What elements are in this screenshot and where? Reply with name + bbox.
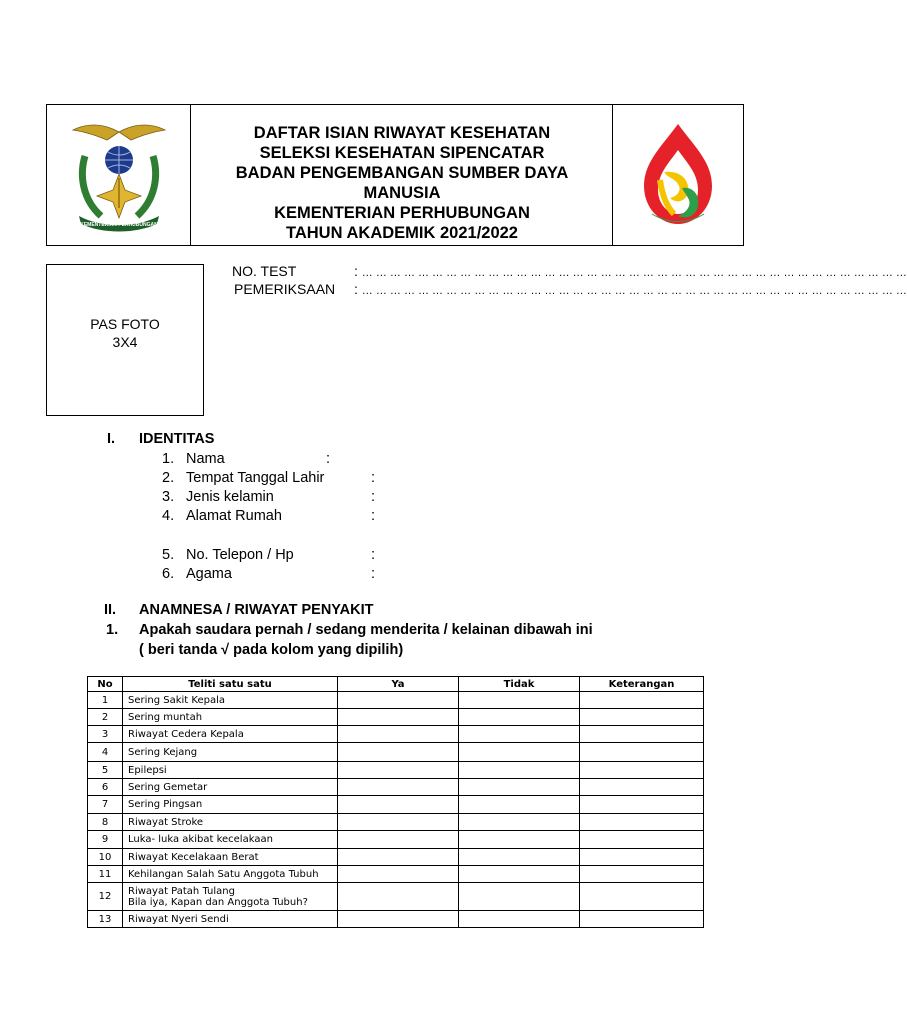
row-number: 8 xyxy=(88,814,123,831)
keterangan-cell[interactable] xyxy=(580,814,704,831)
section-identitas-number: I. xyxy=(107,431,116,447)
tidak-cell[interactable] xyxy=(459,743,580,762)
medical-history-table xyxy=(87,676,704,928)
col-header-ya: Ya xyxy=(338,677,459,692)
identitas-item-ttl[interactable]: Tempat Tanggal Lahir xyxy=(186,470,325,486)
identitas-item-number: 5. xyxy=(162,547,175,563)
keterangan-cell[interactable] xyxy=(580,796,704,814)
row-description: Riwayat Nyeri Sendi xyxy=(123,911,338,928)
emblem-icon xyxy=(71,116,167,234)
table-row xyxy=(88,709,704,726)
row-number: 5 xyxy=(88,762,123,779)
flame-logo-icon xyxy=(638,120,718,230)
identitas-item-separator: : xyxy=(371,566,376,582)
row-description-line-2: Bila iya, Kapan dan Anggota Tubuh? xyxy=(128,896,308,908)
table-header-row xyxy=(88,677,704,692)
identitas-item-number: 2. xyxy=(162,470,175,486)
table-row xyxy=(88,814,704,831)
keterangan-cell[interactable] xyxy=(580,779,704,796)
emblem-banner-text: KEMENTERIAN PERHUBUNGAN xyxy=(79,222,158,228)
row-description: Sering muntah xyxy=(123,709,338,726)
ya-cell[interactable] xyxy=(338,726,459,743)
table-row xyxy=(88,849,704,866)
no-test-label: NO. TEST xyxy=(232,263,297,279)
title-line-4: MANUSIA xyxy=(363,184,441,202)
row-description: Epilepsi xyxy=(123,762,338,779)
table-row xyxy=(88,831,704,849)
title-line-2: SELEKSI KESEHATAN SIPENCATAR xyxy=(259,144,545,162)
photo-label: PAS FOTO xyxy=(90,316,160,332)
polytechnic-flame-logo xyxy=(612,105,743,245)
pemeriksaan-dots: … … … … … … … … … … … … … … … … … … … … … … … … … … … … … … … … … … … … … … … xyxy=(361,285,907,297)
tidak-cell[interactable] xyxy=(459,726,580,743)
identitas-item-alamat[interactable]: Alamat Rumah xyxy=(186,508,282,524)
identitas-item-telepon[interactable]: No. Telepon / Hp xyxy=(186,547,294,563)
identitas-item-jenis-kelamin[interactable]: Jenis kelamin xyxy=(186,489,274,505)
ya-cell[interactable] xyxy=(338,762,459,779)
table-row xyxy=(88,866,704,883)
question-text: Apakah saudara pernah / sedang menderita / kelainan dibawah ini xyxy=(139,622,593,638)
section-anamnesa-number: II. xyxy=(104,602,117,618)
row-description xyxy=(123,883,338,911)
table-row xyxy=(88,796,704,814)
keterangan-cell[interactable] xyxy=(580,911,704,928)
no-test-separator: : xyxy=(354,263,358,279)
ya-cell[interactable] xyxy=(338,883,459,911)
photo-size: 3X4 xyxy=(112,334,138,350)
ya-cell[interactable] xyxy=(338,814,459,831)
ya-cell[interactable] xyxy=(338,911,459,928)
row-description: Riwayat Kecelakaan Berat xyxy=(123,849,338,866)
section-anamnesa-heading: ANAMNESA / RIWAYAT PENYAKIT xyxy=(139,602,374,618)
table-row xyxy=(88,883,704,911)
keterangan-cell[interactable] xyxy=(580,692,704,709)
tidak-cell[interactable] xyxy=(459,762,580,779)
document-title xyxy=(191,123,613,243)
col-header-tidak: Tidak xyxy=(459,677,580,692)
row-number: 2 xyxy=(88,709,123,726)
identitas-item-number: 3. xyxy=(162,489,175,505)
row-number: 1 xyxy=(88,692,123,709)
identitas-item-agama[interactable]: Agama xyxy=(186,566,232,582)
question-hint: ( beri tanda √ pada kolom yang dipilih) xyxy=(139,642,404,658)
keterangan-cell[interactable] xyxy=(580,866,704,883)
row-number: 7 xyxy=(88,796,123,814)
table-row xyxy=(88,762,704,779)
title-line-6: TAHUN AKADEMIK 2021/2022 xyxy=(286,224,518,242)
table-row xyxy=(88,779,704,796)
table-row xyxy=(88,911,704,928)
identitas-item-number: 1. xyxy=(162,451,175,467)
ya-cell[interactable] xyxy=(338,831,459,849)
section-identitas-heading: IDENTITAS xyxy=(139,431,215,447)
row-description: Kehilangan Salah Satu Anggota Tubuh xyxy=(123,866,338,883)
ya-cell[interactable] xyxy=(338,796,459,814)
keterangan-cell[interactable] xyxy=(580,743,704,762)
table-row xyxy=(88,692,704,709)
identitas-item-separator: : xyxy=(371,489,376,505)
ya-cell[interactable] xyxy=(338,709,459,726)
tidak-cell[interactable] xyxy=(459,692,580,709)
identitas-item-number: 4. xyxy=(162,508,175,524)
row-description: Sering Pingsan xyxy=(123,796,338,814)
tidak-cell[interactable] xyxy=(459,883,580,911)
row-number: 13 xyxy=(88,911,123,928)
table-row xyxy=(88,726,704,743)
ya-cell[interactable] xyxy=(338,779,459,796)
pemeriksaan-label: PEMERIKSAAN xyxy=(234,281,336,297)
photo-placeholder-box xyxy=(46,264,204,416)
row-description: Sering Gemetar xyxy=(123,779,338,796)
ya-cell[interactable] xyxy=(338,743,459,762)
pemeriksaan-separator: : xyxy=(354,281,358,297)
title-line-5: KEMENTERIAN PERHUBUNGAN xyxy=(274,204,530,222)
identitas-item-number: 6. xyxy=(162,566,175,582)
keterangan-cell[interactable] xyxy=(580,831,704,849)
title-line-1: DAFTAR ISIAN RIWAYAT KESEHATAN xyxy=(253,124,551,142)
keterangan-cell[interactable] xyxy=(580,883,704,911)
ministry-emblem-logo xyxy=(47,105,191,245)
tidak-cell[interactable] xyxy=(459,814,580,831)
table-row xyxy=(88,743,704,762)
row-number: 10 xyxy=(88,849,123,866)
tidak-cell[interactable] xyxy=(459,866,580,883)
identitas-item-separator: : xyxy=(371,508,376,524)
col-header-no: No xyxy=(88,677,123,692)
identitas-item-separator: : xyxy=(371,470,376,486)
row-description: Sering Kejang xyxy=(123,743,338,762)
row-number: 6 xyxy=(88,779,123,796)
row-number: 3 xyxy=(88,726,123,743)
tidak-cell[interactable] xyxy=(459,831,580,849)
row-number: 12 xyxy=(88,883,123,911)
col-header-teliti: Teliti satu satu xyxy=(123,677,338,692)
title-line-3: BADAN PENGEMBANGAN SUMBER DAYA xyxy=(235,164,569,182)
document-header xyxy=(46,104,744,246)
tidak-cell[interactable] xyxy=(459,779,580,796)
keterangan-cell[interactable] xyxy=(580,762,704,779)
tidak-cell[interactable] xyxy=(459,911,580,928)
row-description-line-1: Riwayat Patah Tulang xyxy=(128,885,235,897)
row-description: Luka- luka akibat kecelakaan xyxy=(123,831,338,849)
question-number: 1. xyxy=(106,622,119,638)
row-description: Riwayat Stroke xyxy=(123,814,338,831)
pemeriksaan-field[interactable] xyxy=(232,281,907,297)
identitas-item-separator: : xyxy=(371,547,376,563)
ya-cell[interactable] xyxy=(338,849,459,866)
tidak-cell[interactable] xyxy=(459,849,580,866)
ya-cell[interactable] xyxy=(338,866,459,883)
no-test-field[interactable] xyxy=(232,263,907,279)
keterangan-cell[interactable] xyxy=(580,709,704,726)
row-description: Sering Sakit Kepala xyxy=(123,692,338,709)
row-number: 11 xyxy=(88,866,123,883)
identitas-item-separator: : xyxy=(326,451,331,467)
col-header-keterangan: Keterangan xyxy=(580,677,704,692)
keterangan-cell[interactable] xyxy=(580,849,704,866)
ya-cell[interactable] xyxy=(338,692,459,709)
identitas-item-nama[interactable]: Nama xyxy=(186,451,225,467)
tidak-cell[interactable] xyxy=(459,796,580,814)
tidak-cell[interactable] xyxy=(459,709,580,726)
keterangan-cell[interactable] xyxy=(580,726,704,743)
row-number: 9 xyxy=(88,831,123,849)
row-number: 4 xyxy=(88,743,123,762)
row-description: Riwayat Cedera Kepala xyxy=(123,726,338,743)
no-test-dots: … … … … … … … … … … … … … … … … … … … … … … … … … … … … … … … … … … … … … … … xyxy=(361,267,907,279)
